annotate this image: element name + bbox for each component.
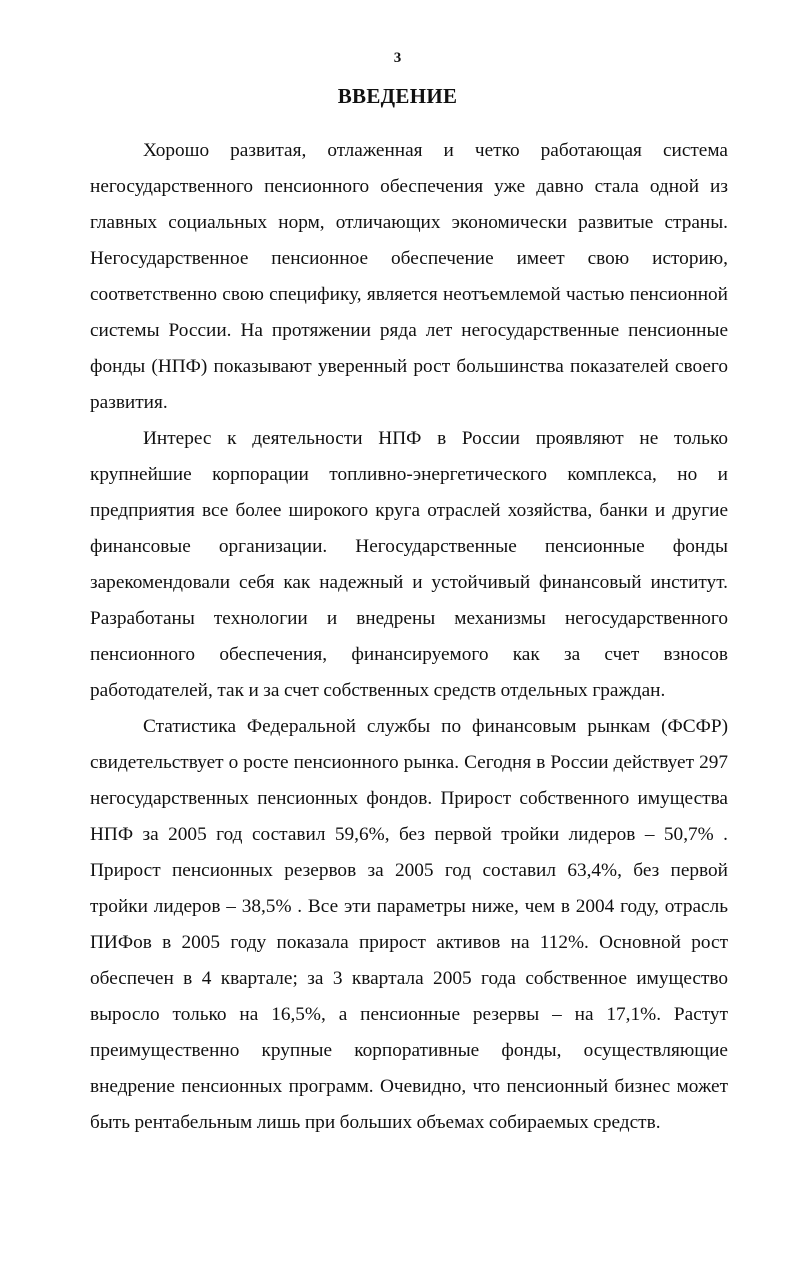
paragraph-statistics: Статистика Федеральной службы по финансовым рынкам (ФСФР) свидетельствует о росте пенсионного рынка. Сегодня в России действует 297 негосударственных пенсионных фондов. Прирост собственного имущества НПФ за 2005 год составил 59,6%, без первой тройки лидеров – 50,7% . Прирост пенсионных резервов за 2005 год составил 63,4%, без первой тройки лидеров – 38,5% . Все эти параметры ниже, чем в 2004 году, отрасль ПИФов в 2005 году показала прирост активов на 112%. Основной рост обеспечен в 4 квартале; за 3 квартала 2005 года собственное имущество выросло только на 16,5%, а пенсионные резервы – на 17,1%. Растут преимущественно крупные корпоративные фонды, осуществляющие внедрение пенсионных программ. Очевидно, что пенсионный бизнес может быть рентабельным лишь при больших объемах собираемых средств. xyxy=(90,716,728,1133)
paragraph-intro: Хорошо развитая, отлаженная и четко работающая система негосударственного пенсионного обеспечения уже давно стала одной из главных социальных норм, отличающих экономически развитые страны. Негосударственное пенсионное обеспечение имеет свою историю, соответственно свою специфику, является неотъемлемой частью пенсионной системы России. На протяжении ряда лет негосударственные пенсионные фонды (НПФ) показывают уверенный рост большинства показателей своего развития. xyxy=(90,140,728,413)
paragraph-interest: Интерес к деятельности НПФ в России проявляют не только крупнейшие корпорации топливно-энергетического комплекса, но и предприятия все более широкого круга отраслей хозяйства, банки и другие финансовые организации. Негосударственные пенсионные фонды зарекомендовали себя как надежный и устойчивый финансовый институт. Разработаны технологии и внедрены механизмы негосударственного пенсионного обеспечения, финансируемого как за счет взносов работодателей, так и за счет собственных средств отдельных граждан. xyxy=(90,428,728,701)
body-text xyxy=(90,133,728,1141)
page-title: ВВЕДЕНИЕ xyxy=(337,84,458,108)
page-number: 3 xyxy=(393,50,402,66)
